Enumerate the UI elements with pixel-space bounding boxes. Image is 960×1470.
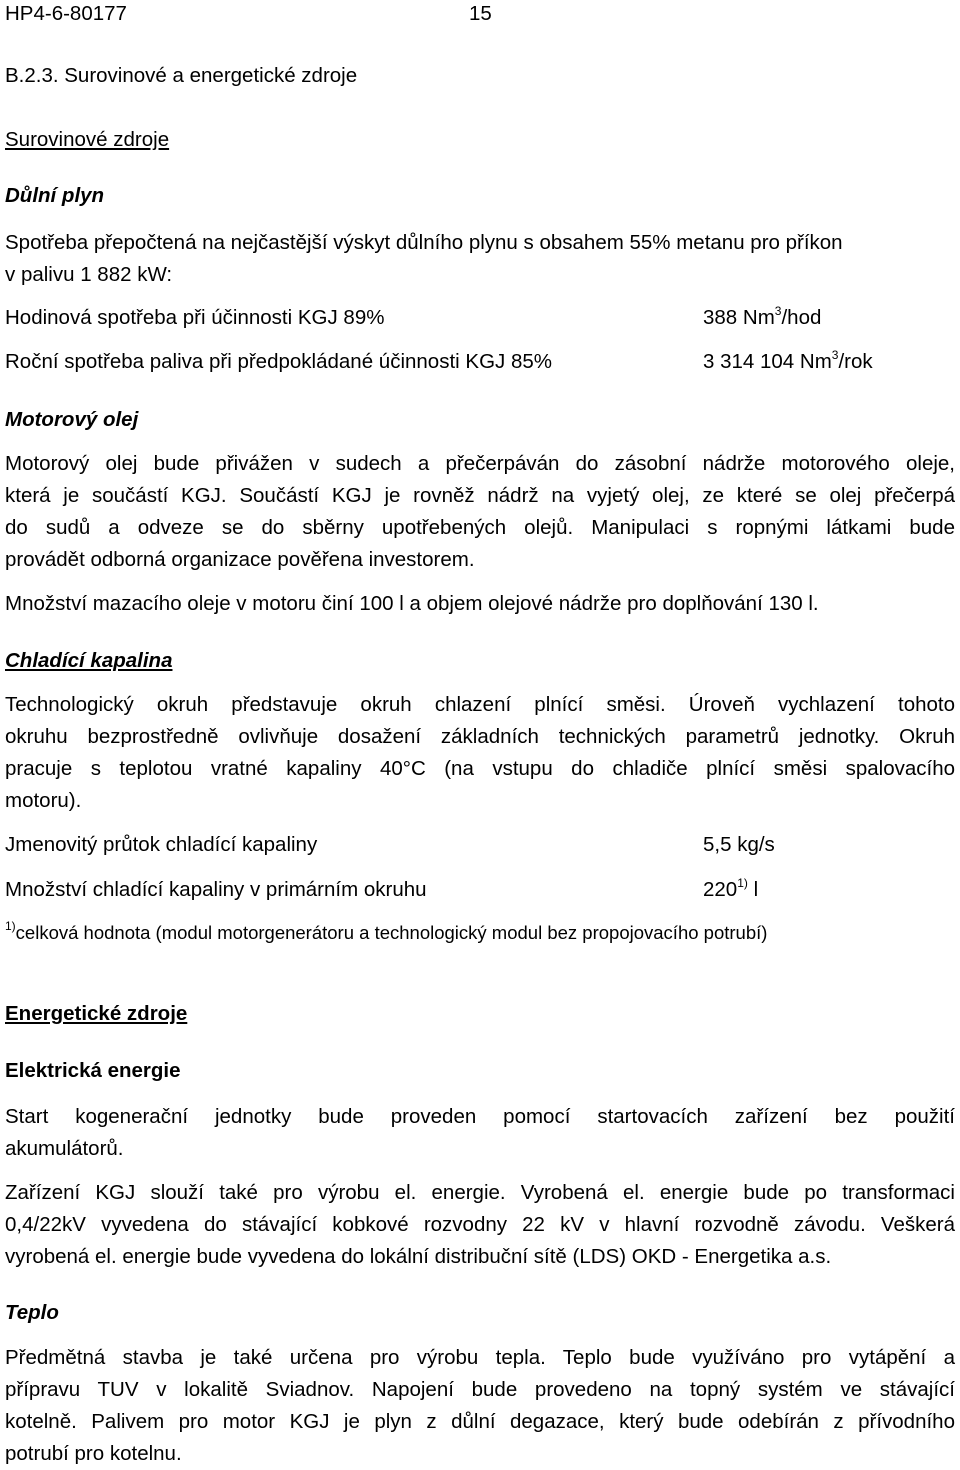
page-number: 15 [469, 2, 492, 25]
text-line: Spotřeba přepočtená na nejčastější výskyt důlního plynu s obsahem 55% metanu pro příkon [5, 231, 843, 254]
coolant-flow-label: Jmenovitý průtok chladící kapaliny [5, 833, 318, 856]
section-title: B.2.3. Surovinové a energetické zdroje [5, 64, 358, 87]
text-line: Zařízení KGJ slouží také pro výrobu el. energie. Vyrobená el. energie bude po transformaci [5, 1181, 955, 1204]
text-line: provádět odborná organizace pověřena investorem. [5, 548, 475, 571]
mine-gas-heading: Důlní plyn [5, 184, 105, 207]
doc-id: HP4-6-80177 [5, 2, 127, 25]
text-line: Předmětná stavba je také určena pro výrobu tepla. Teplo bude využíváno pro vytápění a [5, 1346, 955, 1369]
text-line: okruhu bezprostředně ovlivňuje dosažení základních technických parametrů jednotky. Okruh [5, 725, 955, 748]
electric-paragraph-1 [5, 1101, 955, 1165]
text-line: do sudů a odveze se do sběrny upotřebených olejů. Manipulaci s ropnými látkami bude [5, 516, 955, 539]
electric-energy-heading: Elektrická energie [5, 1059, 181, 1082]
coolant-paragraph [5, 689, 955, 817]
energy-heading: Energetické zdroje [5, 1002, 188, 1025]
text-line: kotelně. Palivem pro motor KGJ je plyn z důlní degazace, který bude odebírán z přívodního [5, 1410, 955, 1433]
motor-oil-heading: Motorový olej [5, 408, 139, 431]
footnote-mark: 1) [5, 919, 16, 933]
coolant-flow-value: 5,5 kg/s [703, 833, 775, 856]
footnote: $^{1)}$celková hodnota (modul motorgenerátoru a technologický modul bez propojovacího potrubí) [5, 919, 768, 943]
mine-gas-intro [5, 227, 955, 291]
raw-materials-heading: Surovinové zdroje [5, 128, 170, 151]
text-line: vyrobená el. energie bude vyvedena do lokální distribuční sítě (LDS) OKD - Energetika a.s. [5, 1245, 832, 1268]
gas-annual-value: 3 314 104 Nm$^3$/rok [703, 348, 873, 373]
oil-amount-text: Množství mazacího oleje v motoru činí 100 l a objem olejové nádrže pro doplňování 130 l. [5, 592, 819, 615]
heat-heading: Teplo [5, 1301, 59, 1324]
text-line: motoru). [5, 789, 82, 812]
text-line: která je součástí KGJ. Součástí KGJ je rovněž nádrž na vyjetý olej, ze které se olej přečerpá [5, 484, 955, 507]
text-line: akumulátorů. [5, 1137, 124, 1160]
text-line: pracuje s teplotou vratné kapaliny 40°C (na vstupu do chladiče plnící směsi spalovacího [5, 757, 955, 780]
gas-annual-label: Roční spotřeba paliva při předpokládané účinnosti KGJ 85% [5, 350, 552, 373]
coolant-volume-label: Množství chladící kapaliny v primárním okruhu [5, 878, 427, 901]
text-line: Motorový olej bude přivážen v sudech a přečerpáván do zásobní nádrže motorového oleje, [5, 452, 955, 475]
motor-oil-paragraph [5, 448, 955, 576]
text-line: v palivu 1 882 kW: [5, 263, 173, 286]
text-line: Technologický okruh představuje okruh chlazení plnící směsi. Úroveň vychlazení tohoto [5, 693, 955, 716]
coolant-heading: Chladící kapalina [5, 649, 173, 672]
coolant-volume-value: 220$^{1)}$ l [703, 876, 759, 901]
text-line: 0,4/22kV vyvedena do stávající kobkové rozvodny 22 kV v hlavní rozvodně závodu. Veškerá [5, 1213, 955, 1236]
gas-hourly-value: 388 Nm$^3$/hod [703, 304, 822, 329]
gas-hourly-label: Hodinová spotřeba při účinnosti KGJ 89% [5, 306, 385, 329]
electric-paragraph-2 [5, 1177, 955, 1273]
text-line: přípravu TUV v lokalitě Sviadnov. Napojení bude provedeno na topný systém ve stávající [5, 1378, 955, 1401]
heat-paragraph [5, 1342, 955, 1470]
text-line: potrubí pro kotelnu. [5, 1442, 182, 1465]
text-line: Start kogenerační jednotky bude proveden pomocí startovacích zařízení bez použití [5, 1105, 955, 1128]
